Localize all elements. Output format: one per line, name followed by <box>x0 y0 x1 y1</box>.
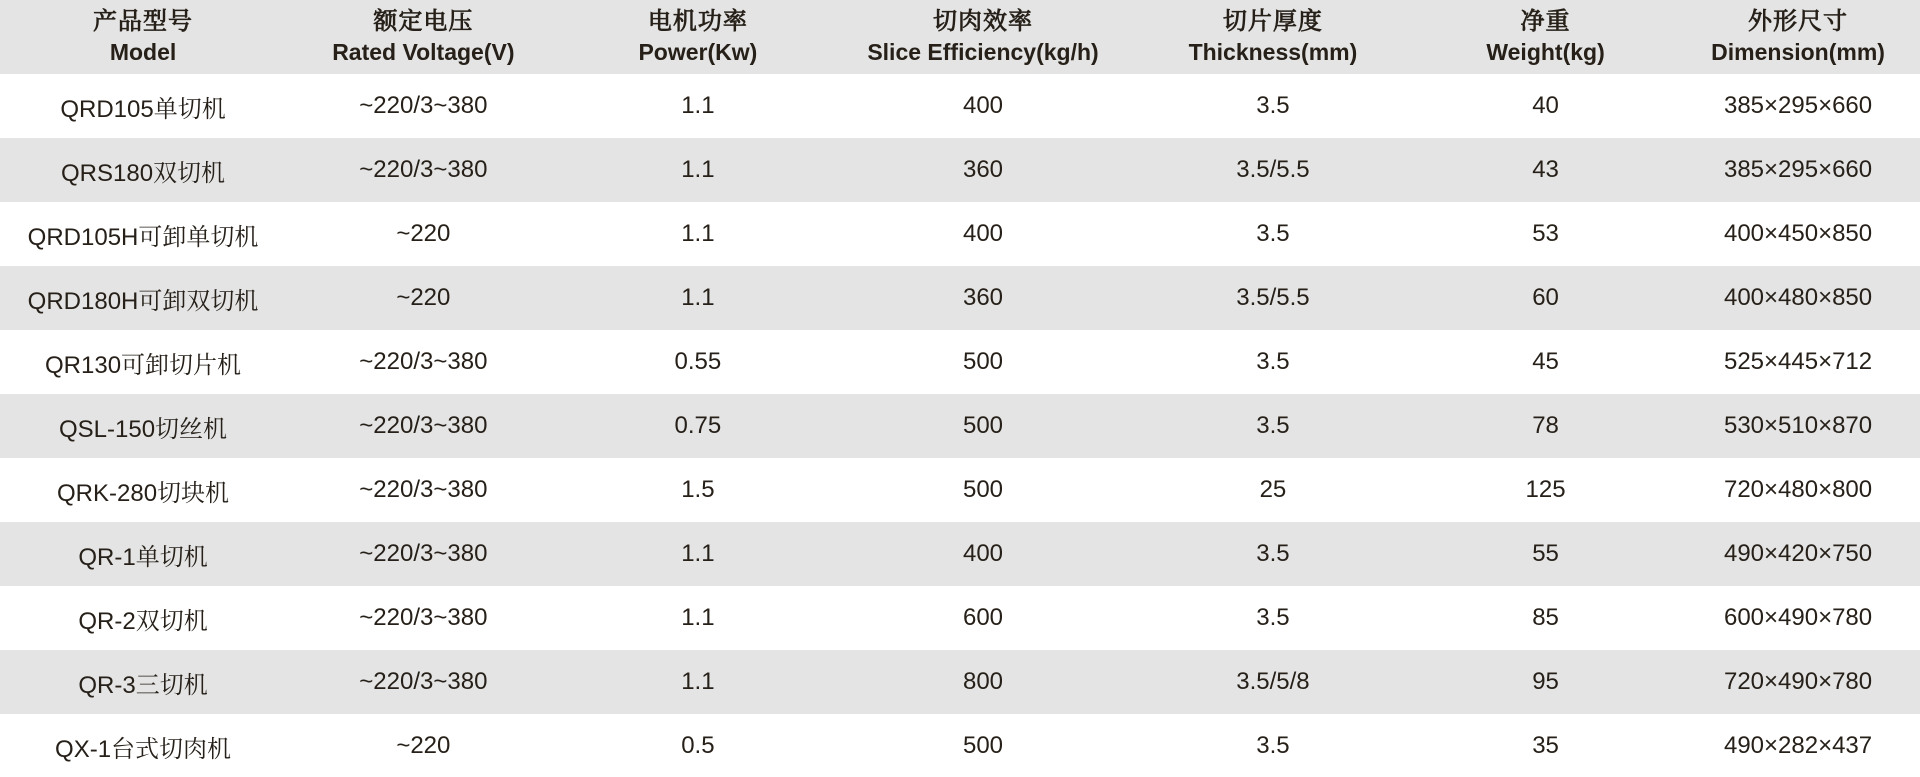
value-cell: ~220/3~380 <box>359 476 488 503</box>
column-header-en: Model <box>109 38 177 65</box>
value-cell: ~220/3~380 <box>359 540 488 567</box>
value-cell: 400 <box>962 540 1004 567</box>
value-cell: 35 <box>1532 732 1559 759</box>
value-cell: 1.1 <box>681 284 715 311</box>
column-header-0 <box>0 0 286 74</box>
value-cell: 400×450×850 <box>1723 220 1873 247</box>
column-header-zh: 净重 <box>1520 8 1571 36</box>
value-cell: ~220 <box>396 732 451 759</box>
column-header-zh: 额定电压 <box>373 8 474 36</box>
value-cell: 1.1 <box>681 156 715 183</box>
value-cell: 3.5 <box>1256 412 1290 439</box>
column-header-zh: 电机功率 <box>647 8 748 36</box>
value-cell: 720×480×800 <box>1723 476 1873 503</box>
model-cell: QR-1单切机 <box>78 543 208 571</box>
column-header-5 <box>1415 0 1676 74</box>
value-cell: 3.5/5/8 <box>1236 668 1310 695</box>
value-cell: 525×445×712 <box>1723 348 1873 375</box>
value-cell: 600 <box>962 604 1004 631</box>
value-cell: 55 <box>1532 540 1559 567</box>
value-cell: 500 <box>962 412 1004 439</box>
value-cell: ~220/3~380 <box>359 348 488 375</box>
value-cell: 3.5 <box>1256 220 1290 247</box>
table-body <box>0 74 1920 777</box>
header-row <box>0 0 1920 74</box>
model-cell: QRD180H可卸双切机 <box>27 287 259 315</box>
model-cell: QRK-280切块机 <box>57 479 230 507</box>
value-cell: 500 <box>962 476 1004 503</box>
value-cell: 78 <box>1532 412 1559 439</box>
column-header-4 <box>1131 0 1415 74</box>
value-cell: 360 <box>962 156 1004 183</box>
value-cell: 43 <box>1532 156 1559 183</box>
value-cell: 400 <box>962 220 1004 247</box>
value-cell: 0.5 <box>681 732 715 759</box>
value-cell: 3.5 <box>1256 540 1290 567</box>
value-cell: ~220/3~380 <box>359 156 488 183</box>
column-header-2 <box>561 0 836 74</box>
value-cell: 490×420×750 <box>1723 540 1873 567</box>
column-header-zh: 产品型号 <box>93 8 194 36</box>
value-cell: 3.5 <box>1256 732 1290 759</box>
table-row <box>0 138 1920 202</box>
value-cell: 0.55 <box>674 348 722 375</box>
table-header <box>0 0 1920 74</box>
table-row <box>0 202 1920 266</box>
model-cell: QR-3三切机 <box>78 671 208 699</box>
value-cell: 400 <box>962 92 1004 119</box>
table-row <box>0 330 1920 394</box>
table-row <box>0 522 1920 586</box>
value-cell: 85 <box>1532 604 1559 631</box>
value-cell: 45 <box>1532 348 1559 375</box>
column-header-6 <box>1676 0 1920 74</box>
value-cell: 1.1 <box>681 92 715 119</box>
table-row <box>0 74 1920 138</box>
value-cell: ~220/3~380 <box>359 412 488 439</box>
column-header-zh: 切片厚度 <box>1222 8 1323 36</box>
table-row <box>0 650 1920 714</box>
column-header-en: Dimension(mm) <box>1711 38 1885 65</box>
model-cell: QRS180双切机 <box>61 159 226 187</box>
model-cell: QR130可卸切片机 <box>45 351 242 379</box>
value-cell: 3.5/5.5 <box>1236 156 1310 183</box>
value-cell: 360 <box>962 284 1004 311</box>
value-cell: 125 <box>1525 476 1566 503</box>
table-row <box>0 586 1920 650</box>
value-cell: 3.5/5.5 <box>1236 284 1310 311</box>
value-cell: 25 <box>1259 476 1287 503</box>
value-cell: 1.1 <box>681 540 715 567</box>
value-cell: 385×295×660 <box>1723 156 1873 183</box>
value-cell: 1.1 <box>681 220 715 247</box>
value-cell: 720×490×780 <box>1723 668 1873 695</box>
value-cell: 530×510×870 <box>1723 412 1873 439</box>
value-cell: 60 <box>1532 284 1559 311</box>
value-cell: 400×480×850 <box>1723 284 1873 311</box>
value-cell: 490×282×437 <box>1723 732 1873 759</box>
column-header-1 <box>286 0 561 74</box>
value-cell: 3.5 <box>1256 604 1290 631</box>
value-cell: 385×295×660 <box>1723 92 1873 119</box>
value-cell: ~220/3~380 <box>359 668 488 695</box>
model-cell: QSL-150切丝机 <box>59 415 228 443</box>
value-cell: 40 <box>1532 92 1559 119</box>
column-header-en: Weight(kg) <box>1486 38 1605 65</box>
value-cell: 1.1 <box>681 668 715 695</box>
value-cell: ~220 <box>396 220 451 247</box>
table-row <box>0 714 1920 777</box>
value-cell: 3.5 <box>1256 92 1290 119</box>
value-cell: 600×490×780 <box>1723 604 1873 631</box>
model-cell: QX-1台式切肉机 <box>55 735 232 763</box>
value-cell: ~220/3~380 <box>359 92 488 119</box>
value-cell: 1.1 <box>681 604 715 631</box>
value-cell: ~220 <box>396 284 451 311</box>
column-header-en: Power(Kw) <box>638 38 758 65</box>
column-header-en: Slice Efficiency(kg/h) <box>867 38 1099 65</box>
model-cell: QR-2双切机 <box>78 607 208 635</box>
column-header-zh: 外形尺寸 <box>1748 8 1849 36</box>
model-cell: QRD105单切机 <box>60 95 226 123</box>
value-cell: 53 <box>1532 220 1559 247</box>
value-cell: 1.5 <box>681 476 715 503</box>
table-row <box>0 266 1920 330</box>
column-header-3 <box>835 0 1131 74</box>
value-cell: 95 <box>1532 668 1559 695</box>
model-cell: QRD105H可卸单切机 <box>27 223 259 251</box>
value-cell: ~220/3~380 <box>359 604 488 631</box>
value-cell: 500 <box>962 732 1004 759</box>
column-header-en: Thickness(mm) <box>1188 38 1358 65</box>
table-row <box>0 394 1920 458</box>
value-cell: 800 <box>962 668 1004 695</box>
column-header-en: Rated Voltage(V) <box>332 38 515 65</box>
value-cell: 3.5 <box>1256 348 1290 375</box>
table-row <box>0 458 1920 522</box>
value-cell: 500 <box>962 348 1004 375</box>
value-cell: 0.75 <box>674 412 722 439</box>
column-header-zh: 切肉效率 <box>933 8 1033 36</box>
